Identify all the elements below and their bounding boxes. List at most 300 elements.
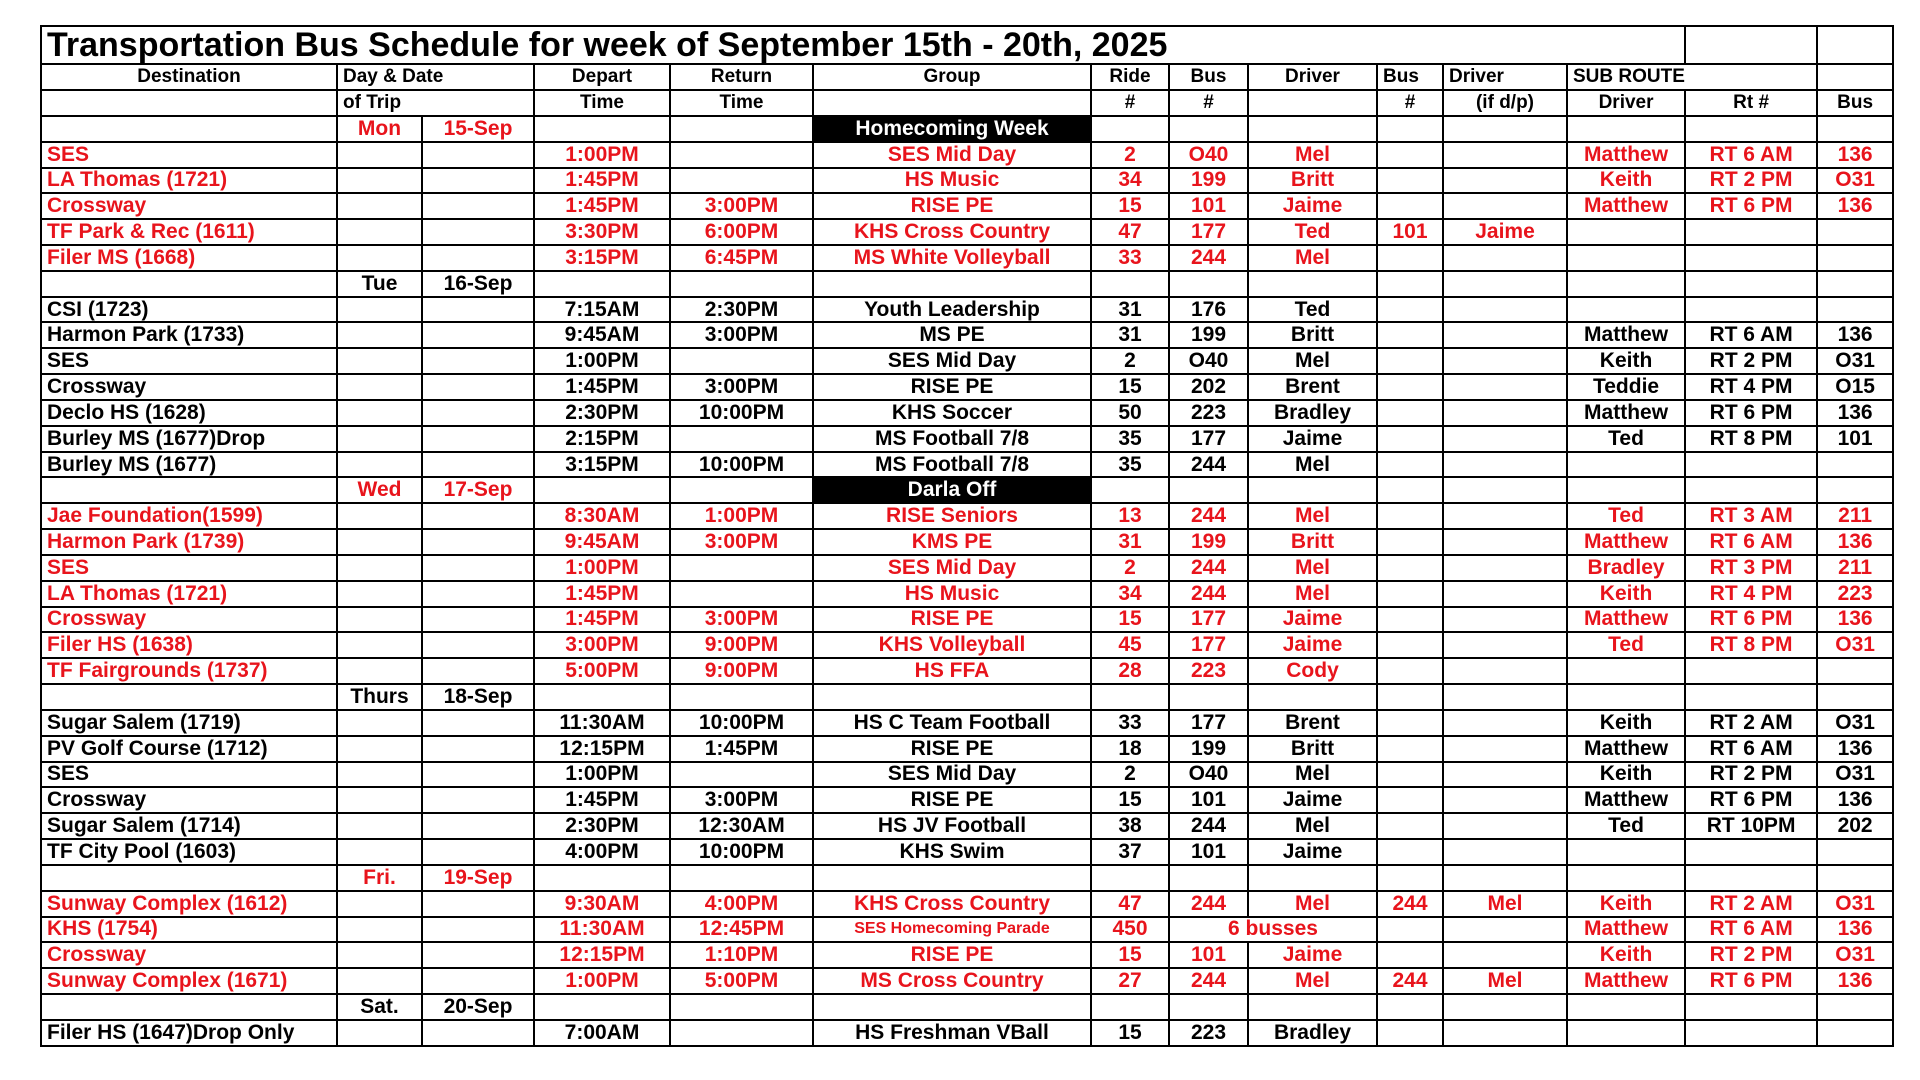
sub-driver-cell: Ted (1567, 426, 1685, 452)
bus2-number-cell (1377, 400, 1443, 426)
destination-cell: Harmon Park (1739) (41, 529, 337, 555)
sub-route-cell: RT 2 PM (1685, 348, 1817, 374)
day-label: Wed (337, 477, 422, 503)
sub-route-cell: RT 2 PM (1685, 168, 1817, 194)
bus2-number-cell (1377, 193, 1443, 219)
day-row (41, 116, 1893, 142)
empty-cell (534, 994, 670, 1020)
bus-number-cell: 101 (1169, 839, 1248, 865)
empty-cell (1248, 865, 1377, 891)
empty-cell (1377, 477, 1443, 503)
return-time-cell (670, 348, 813, 374)
empty-cell (337, 632, 422, 658)
sub-driver-cell: Keith (1567, 168, 1685, 194)
sub-bus-cell: 202 (1817, 813, 1893, 839)
driver-cell: Jaime (1248, 632, 1377, 658)
trip-row (41, 503, 1893, 529)
return-time-cell (670, 581, 813, 607)
bus-number-cell: 177 (1169, 426, 1248, 452)
empty-cell (337, 891, 422, 917)
ride-count-cell: 47 (1091, 891, 1169, 917)
driver2-cell (1443, 607, 1567, 633)
empty-cell (1091, 271, 1169, 297)
driver-cell: Jaime (1248, 193, 1377, 219)
ride-count-cell: 33 (1091, 245, 1169, 271)
empty-cell (1377, 994, 1443, 1020)
driver-cell: Mel (1248, 142, 1377, 168)
empty-cell (422, 374, 534, 400)
driver-cell: Jaime (1248, 607, 1377, 633)
driver2-cell: Mel (1443, 891, 1567, 917)
empty-cell (1817, 477, 1893, 503)
bus-number-cell: 177 (1169, 607, 1248, 633)
bus2-number-cell (1377, 813, 1443, 839)
empty-cell (813, 271, 1091, 297)
ride-count-cell: 34 (1091, 581, 1169, 607)
bus2-number-cell (1377, 632, 1443, 658)
depart-time-cell: 3:15PM (534, 245, 670, 271)
group-cell: KMS PE (813, 529, 1091, 555)
bus2-number-cell (1377, 736, 1443, 762)
empty-cell (1443, 684, 1567, 710)
sub-bus-cell: O15 (1817, 374, 1893, 400)
destination-cell: Declo HS (1628) (41, 400, 337, 426)
ride-count-cell: 34 (1091, 168, 1169, 194)
sub-route-cell: RT 4 PM (1685, 374, 1817, 400)
return-time-cell: 3:00PM (670, 322, 813, 348)
driver2-cell (1443, 942, 1567, 968)
ride-count-cell: 15 (1091, 1020, 1169, 1046)
empty-cell (1685, 994, 1817, 1020)
trip-row (41, 942, 1893, 968)
day-label: Tue (337, 271, 422, 297)
header-of-trip: of Trip (337, 90, 534, 116)
depart-time-cell: 1:45PM (534, 374, 670, 400)
header-sub-route: SUB ROUTE (1567, 64, 1817, 90)
date-label: 15-Sep (422, 116, 534, 142)
destination-cell: Burley MS (1677)Drop (41, 426, 337, 452)
sub-bus-cell: 136 (1817, 142, 1893, 168)
empty-cell (1817, 271, 1893, 297)
bus-number-cell: O40 (1169, 762, 1248, 788)
day-row (41, 865, 1893, 891)
bus2-number-cell: 244 (1377, 891, 1443, 917)
trip-row (41, 658, 1893, 684)
empty-cell (422, 142, 534, 168)
destination-cell: Sugar Salem (1714) (41, 813, 337, 839)
group-cell: MS White Volleyball (813, 245, 1091, 271)
return-time-cell (670, 426, 813, 452)
sub-route-cell: RT 6 PM (1685, 968, 1817, 994)
return-time-cell: 3:00PM (670, 374, 813, 400)
sub-route-cell: RT 6 AM (1685, 322, 1817, 348)
driver-cell: Mel (1248, 762, 1377, 788)
depart-time-cell: 11:30AM (534, 710, 670, 736)
empty-cell (337, 710, 422, 736)
ride-count-cell: 35 (1091, 452, 1169, 478)
sub-bus-cell (1817, 452, 1893, 478)
group-cell: Youth Leadership (813, 297, 1091, 323)
destination-cell: Burley MS (1677) (41, 452, 337, 478)
group-cell: KHS Swim (813, 839, 1091, 865)
depart-time-cell: 11:30AM (534, 917, 670, 943)
empty-cell (422, 400, 534, 426)
depart-time-cell: 2:30PM (534, 813, 670, 839)
sub-driver-cell: Keith (1567, 762, 1685, 788)
driver2-cell (1443, 245, 1567, 271)
return-time-cell: 10:00PM (670, 452, 813, 478)
ride-count-cell: 15 (1091, 374, 1169, 400)
sub-route-cell: RT 6 PM (1685, 787, 1817, 813)
trip-row (41, 219, 1893, 245)
empty-cell (422, 710, 534, 736)
empty-cell (337, 452, 422, 478)
title-blank-cell (1817, 26, 1893, 64)
sub-route-cell: RT 2 AM (1685, 891, 1817, 917)
empty-cell (41, 994, 337, 1020)
empty-cell (813, 684, 1091, 710)
sub-driver-cell: Ted (1567, 813, 1685, 839)
empty-cell (1169, 865, 1248, 891)
sub-bus-cell (1817, 658, 1893, 684)
empty-cell (1817, 116, 1893, 142)
empty-cell (337, 581, 422, 607)
group-cell: HS Music (813, 168, 1091, 194)
depart-time-cell: 3:15PM (534, 452, 670, 478)
destination-cell: CSI (1723) (41, 297, 337, 323)
bus2-number-cell (1377, 348, 1443, 374)
ride-count-cell: 13 (1091, 503, 1169, 529)
driver-cell: Mel (1248, 968, 1377, 994)
empty-cell (1169, 477, 1248, 503)
sub-driver-cell: Matthew (1567, 322, 1685, 348)
sub-route-cell: RT 2 PM (1685, 942, 1817, 968)
ride-count-cell: 2 (1091, 348, 1169, 374)
driver2-cell (1443, 787, 1567, 813)
trip-row (41, 193, 1893, 219)
empty-cell (1377, 684, 1443, 710)
empty-cell (41, 477, 337, 503)
sub-route-cell (1685, 1020, 1817, 1046)
empty-cell (422, 581, 534, 607)
empty-cell (1091, 994, 1169, 1020)
trip-row (41, 142, 1893, 168)
trip-row (41, 891, 1893, 917)
empty-cell (337, 529, 422, 555)
empty-cell (1248, 116, 1377, 142)
bus-number-cell: 199 (1169, 529, 1248, 555)
header-group: Group (813, 64, 1091, 90)
ride-count-cell: 31 (1091, 529, 1169, 555)
driver-cell: Mel (1248, 245, 1377, 271)
header-ride: Ride (1091, 64, 1169, 90)
driver2-cell (1443, 710, 1567, 736)
sub-driver-cell (1567, 1020, 1685, 1046)
ride-count-cell: 15 (1091, 942, 1169, 968)
driver2-cell (1443, 658, 1567, 684)
sub-driver-cell: Ted (1567, 503, 1685, 529)
return-time-cell: 2:30PM (670, 297, 813, 323)
header-blank (41, 90, 337, 116)
empty-cell (422, 219, 534, 245)
sub-bus-cell (1817, 297, 1893, 323)
driver-cell: Mel (1248, 348, 1377, 374)
ride-count-cell: 47 (1091, 219, 1169, 245)
header-depart-time: Time (534, 90, 670, 116)
return-time-cell (670, 762, 813, 788)
empty-cell (1248, 994, 1377, 1020)
group-cell: RISE PE (813, 374, 1091, 400)
group-cell: MS Cross Country (813, 968, 1091, 994)
sub-driver-cell: Ted (1567, 632, 1685, 658)
depart-time-cell: 12:15PM (534, 736, 670, 762)
destination-cell: SES (41, 348, 337, 374)
return-time-cell: 10:00PM (670, 710, 813, 736)
empty-cell (422, 168, 534, 194)
bus2-number-cell (1377, 762, 1443, 788)
empty-cell (422, 658, 534, 684)
empty-cell (670, 994, 813, 1020)
destination-cell: TF City Pool (1603) (41, 839, 337, 865)
schedule-title: Transportation Bus Schedule for week of September 15th - 20th, 2025 (41, 26, 1685, 64)
empty-cell (337, 219, 422, 245)
empty-cell (1567, 994, 1685, 1020)
bus-number-cell: 223 (1169, 400, 1248, 426)
trip-row (41, 452, 1893, 478)
driver-cell: Britt (1248, 322, 1377, 348)
empty-cell (337, 917, 422, 943)
header-row-1 (41, 64, 1893, 90)
empty-cell (1685, 865, 1817, 891)
empty-cell (337, 297, 422, 323)
sub-bus-cell (1817, 1020, 1893, 1046)
empty-cell (422, 245, 534, 271)
depart-time-cell: 1:45PM (534, 607, 670, 633)
trip-row (41, 736, 1893, 762)
trip-row (41, 348, 1893, 374)
destination-cell: Harmon Park (1733) (41, 322, 337, 348)
sub-driver-cell (1567, 219, 1685, 245)
driver2-cell (1443, 555, 1567, 581)
driver-cell: Jaime (1248, 942, 1377, 968)
depart-time-cell: 1:00PM (534, 348, 670, 374)
empty-cell (41, 116, 337, 142)
return-time-cell: 12:30AM (670, 813, 813, 839)
destination-cell: KHS (1754) (41, 917, 337, 943)
empty-cell (1169, 271, 1248, 297)
ride-count-cell: 2 (1091, 762, 1169, 788)
sub-driver-cell: Matthew (1567, 787, 1685, 813)
group-cell: HS FFA (813, 658, 1091, 684)
depart-time-cell: 1:45PM (534, 581, 670, 607)
group-cell: HS C Team Football (813, 710, 1091, 736)
sub-driver-cell (1567, 658, 1685, 684)
sub-route-cell: RT 3 PM (1685, 555, 1817, 581)
sub-driver-cell (1567, 839, 1685, 865)
bus-number-cell: 202 (1169, 374, 1248, 400)
empty-cell (1567, 477, 1685, 503)
return-time-cell: 10:00PM (670, 839, 813, 865)
depart-time-cell: 1:45PM (534, 787, 670, 813)
day-label: Thurs (337, 684, 422, 710)
empty-cell (1685, 684, 1817, 710)
empty-cell (1248, 271, 1377, 297)
bus2-number-cell: 101 (1377, 219, 1443, 245)
header-driver: Driver (1248, 64, 1377, 90)
trip-row (41, 374, 1893, 400)
trip-row (41, 632, 1893, 658)
sub-route-cell: RT 6 AM (1685, 917, 1817, 943)
bus2-number-cell: 244 (1377, 968, 1443, 994)
empty-cell (422, 1020, 534, 1046)
sub-bus-cell: 223 (1817, 581, 1893, 607)
sub-bus-cell: 136 (1817, 917, 1893, 943)
driver-cell: Brent (1248, 374, 1377, 400)
header-day-date: Day & Date (337, 64, 534, 90)
empty-cell (337, 658, 422, 684)
bus-number-cell: O40 (1169, 142, 1248, 168)
empty-cell (534, 684, 670, 710)
sub-bus-cell: 136 (1817, 529, 1893, 555)
driver2-cell (1443, 736, 1567, 762)
sub-route-cell (1685, 245, 1817, 271)
driver2-cell (1443, 813, 1567, 839)
empty-cell (813, 865, 1091, 891)
depart-time-cell: 1:45PM (534, 168, 670, 194)
destination-cell: SES (41, 142, 337, 168)
destination-cell: Crossway (41, 787, 337, 813)
bus-number-cell: 101 (1169, 193, 1248, 219)
driver2-cell: Mel (1443, 968, 1567, 994)
return-time-cell: 9:00PM (670, 632, 813, 658)
driver2-cell (1443, 168, 1567, 194)
ride-count-cell: 38 (1091, 813, 1169, 839)
sub-driver-cell: Keith (1567, 710, 1685, 736)
ride-count-cell: 18 (1091, 736, 1169, 762)
bus-number-cell: 177 (1169, 632, 1248, 658)
trip-row (41, 529, 1893, 555)
driver2-cell (1443, 348, 1567, 374)
sub-driver-cell: Matthew (1567, 736, 1685, 762)
driver-cell: Brent (1248, 710, 1377, 736)
empty-cell (422, 839, 534, 865)
empty-cell (422, 503, 534, 529)
empty-cell (1567, 116, 1685, 142)
bus-number-cell: 244 (1169, 245, 1248, 271)
destination-cell: SES (41, 555, 337, 581)
sub-bus-cell: O31 (1817, 632, 1893, 658)
bus-number-cell: 244 (1169, 891, 1248, 917)
ride-count-cell: 31 (1091, 322, 1169, 348)
return-time-cell: 3:00PM (670, 529, 813, 555)
bus-number-cell: 177 (1169, 710, 1248, 736)
driver2-cell (1443, 839, 1567, 865)
depart-time-cell: 4:00PM (534, 839, 670, 865)
empty-cell (1091, 865, 1169, 891)
group-cell: RISE PE (813, 193, 1091, 219)
trip-row (41, 762, 1893, 788)
header-depart: Depart (534, 64, 670, 90)
empty-cell (337, 400, 422, 426)
sub-bus-cell: O31 (1817, 348, 1893, 374)
ride-count-cell: 15 (1091, 193, 1169, 219)
empty-cell (1817, 865, 1893, 891)
return-time-cell: 3:00PM (670, 193, 813, 219)
bus2-number-cell (1377, 942, 1443, 968)
trip-row (41, 168, 1893, 194)
trip-row (41, 426, 1893, 452)
sub-bus-cell: O31 (1817, 168, 1893, 194)
bus2-number-cell (1377, 503, 1443, 529)
header-bus2: Bus (1377, 64, 1443, 90)
empty-cell (337, 942, 422, 968)
bus2-number-cell (1377, 1020, 1443, 1046)
group-cell: RISE Seniors (813, 503, 1091, 529)
bus2-number-cell (1377, 245, 1443, 271)
trip-row (41, 555, 1893, 581)
empty-cell (422, 452, 534, 478)
destination-cell: Crossway (41, 193, 337, 219)
empty-cell (1443, 865, 1567, 891)
bus2-number-cell (1377, 142, 1443, 168)
header-sub-bus: Bus (1817, 90, 1893, 116)
group-cell: RISE PE (813, 607, 1091, 633)
bus2-number-cell (1377, 658, 1443, 684)
day-row (41, 477, 1893, 503)
sub-driver-cell: Matthew (1567, 917, 1685, 943)
bus-number-cell: 223 (1169, 658, 1248, 684)
ride-count-cell: 450 (1091, 917, 1169, 943)
trip-row (41, 968, 1893, 994)
empty-cell (670, 271, 813, 297)
empty-cell (534, 271, 670, 297)
sub-bus-cell: O31 (1817, 942, 1893, 968)
driver2-cell (1443, 400, 1567, 426)
header-driver2: Driver (1443, 64, 1567, 90)
sub-driver-cell: Matthew (1567, 968, 1685, 994)
group-cell: RISE PE (813, 787, 1091, 813)
bus-number-cell: O40 (1169, 348, 1248, 374)
sub-driver-cell: Matthew (1567, 142, 1685, 168)
depart-time-cell: 2:30PM (534, 400, 670, 426)
trip-row (41, 1020, 1893, 1046)
destination-cell: Filer MS (1668) (41, 245, 337, 271)
sub-route-cell: RT 8 PM (1685, 426, 1817, 452)
destination-cell: PV Golf Course (1712) (41, 736, 337, 762)
empty-cell (534, 116, 670, 142)
group-cell: MS Football 7/8 (813, 452, 1091, 478)
sub-bus-cell: 101 (1817, 426, 1893, 452)
sub-route-cell: RT 6 AM (1685, 142, 1817, 168)
driver2-cell (1443, 529, 1567, 555)
bus2-number-cell (1377, 322, 1443, 348)
depart-time-cell: 9:45AM (534, 322, 670, 348)
depart-time-cell: 5:00PM (534, 658, 670, 684)
driver-cell: Ted (1248, 219, 1377, 245)
empty-cell (337, 607, 422, 633)
empty-cell (337, 245, 422, 271)
trip-row (41, 245, 1893, 271)
ride-count-cell: 2 (1091, 142, 1169, 168)
depart-time-cell: 1:00PM (534, 968, 670, 994)
trip-row (41, 917, 1893, 943)
header-destination: Destination (41, 64, 337, 90)
driver2-cell (1443, 322, 1567, 348)
empty-cell (337, 193, 422, 219)
sub-route-cell: RT 6 AM (1685, 736, 1817, 762)
empty-cell (422, 193, 534, 219)
empty-cell (1685, 116, 1817, 142)
